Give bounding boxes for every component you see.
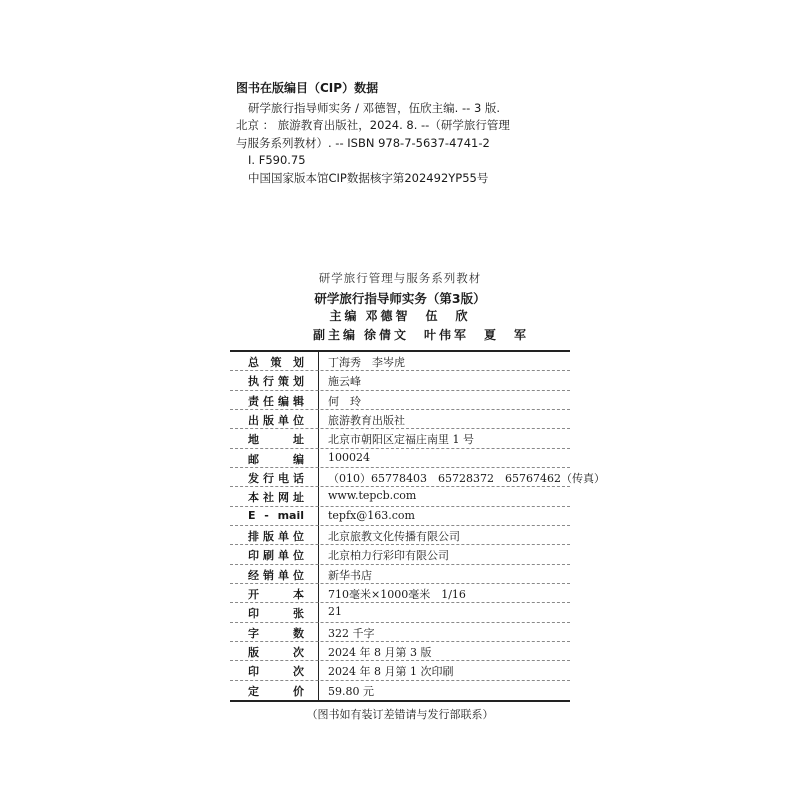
- info-value: 59.80 元: [328, 684, 374, 698]
- info-row: [230, 487, 570, 506]
- info-label: 版次: [248, 645, 304, 659]
- footer-note: （图书如有装订差错请与发行部联系）: [306, 708, 494, 721]
- table-bottom-rule: [230, 700, 570, 702]
- info-value: 施云峰: [328, 375, 361, 389]
- chief-editor-names: 邓德智 伍 欣: [365, 309, 471, 323]
- info-value: 2024 年 8 月第 3 版: [328, 645, 432, 659]
- info-row: [230, 681, 570, 700]
- info-label: E - mail: [248, 508, 304, 522]
- info-value: www.tepcb.com: [328, 489, 417, 503]
- info-label: 排版单位: [248, 529, 304, 543]
- cip-line: 中国国家版本馆CIP数据核字第202492YP55号: [248, 170, 489, 185]
- info-label: 开本: [248, 587, 304, 601]
- deputy-editor-line: [313, 326, 529, 343]
- info-label: 发行电话: [248, 471, 304, 485]
- cip-line: Ⅰ. F590.75: [248, 153, 306, 168]
- info-label: 经销单位: [248, 568, 304, 582]
- info-row: [230, 468, 605, 487]
- info-label: 定价: [248, 684, 304, 698]
- info-label: 责任编辑: [248, 394, 304, 408]
- chief-editor-line: [329, 307, 470, 324]
- cip-data-block: [236, 80, 566, 188]
- info-row: [230, 352, 570, 371]
- info-value: 何 玲: [328, 394, 361, 408]
- info-label: 字数: [248, 626, 304, 640]
- info-row: [230, 449, 570, 468]
- info-row: [230, 429, 570, 448]
- cip-title: 图书在版编目（CIP）数据: [236, 81, 379, 95]
- info-row: [230, 642, 570, 661]
- info-label: 总策划: [248, 356, 304, 369]
- info-value: 北京柏力行彩印有限公司: [328, 549, 449, 563]
- info-value: 丁海秀 李岑虎: [328, 356, 405, 369]
- info-row: [230, 507, 570, 526]
- info-label: 印张: [248, 607, 304, 621]
- series-name: 研学旅行管理与服务系列教材: [318, 271, 482, 285]
- info-value: 21: [328, 605, 342, 619]
- info-row: [230, 391, 570, 410]
- info-value: （010）65778403 65728372 65767462（传真）: [328, 471, 605, 485]
- info-row: [230, 526, 570, 545]
- info-value: 北京旅教文化传播有限公司: [328, 529, 460, 543]
- info-label: 出版单位: [248, 413, 304, 427]
- info-value: 新华书店: [328, 568, 372, 582]
- info-value: 322 千字: [328, 626, 375, 640]
- info-row: [230, 661, 570, 680]
- publication-info-table: [230, 352, 605, 700]
- cip-line: 研学旅行指导师实务 / 邓德智，伍欣主编. -- 3 版.: [248, 100, 501, 115]
- book-title: 研学旅行指导师实务（第3版）: [314, 291, 486, 306]
- info-label: 地址: [248, 433, 304, 447]
- info-row: [230, 603, 570, 622]
- info-label: 执行策划: [248, 375, 304, 389]
- info-value: 710毫米×1000毫米 1/16: [328, 587, 466, 601]
- info-value: 旅游教育出版社: [328, 413, 405, 427]
- info-value: 2024 年 8 月第 1 次印刷: [328, 665, 454, 679]
- cip-line: 北京 ： 旅游教育出版社，2024. 8. --（研学旅行管理: [236, 118, 510, 133]
- info-value: tepfx@163.com: [328, 508, 415, 522]
- info-row: [230, 410, 570, 429]
- info-label: 邮编: [248, 452, 304, 466]
- deputy-editor-label: 副主编: [313, 328, 359, 342]
- info-row: [230, 623, 570, 642]
- info-row: [230, 371, 570, 390]
- info-label: 印次: [248, 665, 304, 679]
- cip-line: 与服务系列教材）. -- ISBN 978-7-5637-4741-2: [236, 135, 490, 150]
- info-label: 印刷单位: [248, 549, 304, 563]
- deputy-editor-names: 徐倩文 叶伟军 夏 军: [364, 328, 530, 342]
- info-row: [230, 545, 570, 564]
- info-row: [230, 584, 570, 603]
- info-value: 北京市朝阳区定福庄南里 1 号: [328, 433, 474, 447]
- chief-editor-label: 主编: [329, 309, 360, 323]
- info-label: 本社网址: [248, 491, 304, 505]
- info-value: 100024: [328, 450, 370, 464]
- info-row: [230, 565, 570, 584]
